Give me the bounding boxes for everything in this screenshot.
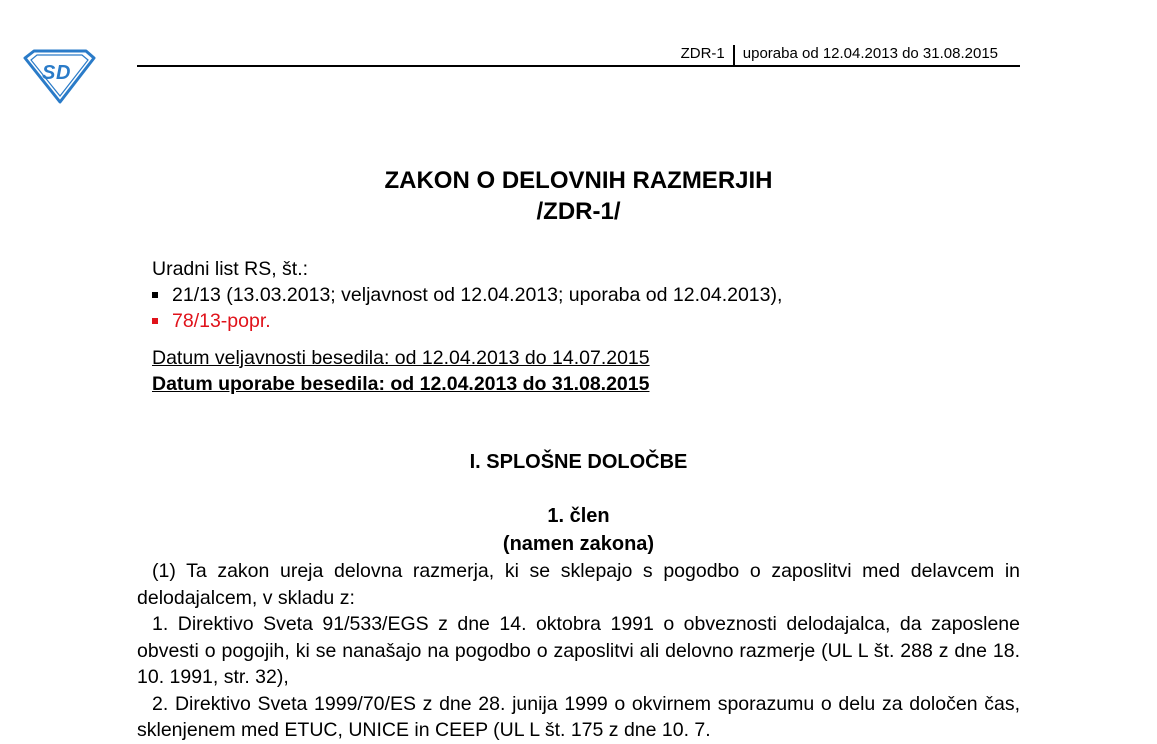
svg-text:S: S: [42, 62, 56, 84]
bullet-square-icon: [152, 318, 158, 324]
law-title: ZAKON O DELOVNIH RAZMERJIH: [384, 167, 773, 194]
gazette-entry-text: 21/13 (13.03.2013; veljavnost od 12.04.2013; uporaba od 12.04.2013),: [172, 284, 783, 306]
usage-date: Datum uporabe besedila: od 12.04.2013 do 31.08.2015: [152, 373, 650, 395]
logo-icon: [22, 48, 96, 104]
article-subtitle: (namen zakona): [502, 533, 655, 555]
header-usage-period: uporaba od 12.04.2013 do 31.08.2015: [742, 45, 998, 62]
gazette-label: Uradni list RS, št.:: [152, 258, 309, 280]
bullet-square-icon: [152, 292, 158, 298]
article-paragraph: (1) Ta zakon ureja delovna razmerja, ki se sklepajo s pogodbo o zaposlitvi med delavcem in delodajalcem, v skladu z:: [137, 560, 1020, 609]
gazette-block: [152, 256, 782, 334]
article-paragraph: 1. Direktivo Sveta 91/533/EGS z dne 14. oktobra 1991 o obveznosti delodajalca, da zaposlene obvesti o pogojih, ki se nanašajo na pogodbo o zaposlitvi ali delovno razmerje (UL L št. 288 z dne 18. 10. 1991, str. 32),: [137, 613, 1020, 688]
svg-text:D: D: [56, 62, 71, 84]
gazette-entry-correction[interactable]: [152, 308, 782, 334]
article-body: [137, 558, 1020, 744]
validity-date: Datum veljavnosti besedila: od 12.04.2013 do 14.07.2015: [152, 347, 650, 369]
header-law-code: ZDR-1: [680, 45, 725, 62]
article-number: 1. člen: [547, 505, 610, 527]
text-dates: [152, 345, 650, 397]
article-paragraph: 2. Direktivo Sveta 1999/70/ES z dne 28. junija 1999 o okvirnem sporazumu o delu za določen čas, sklenjenem med ETUC, UNICE in CEEP (UL L št. 175 z dne 10. 7.: [137, 692, 1020, 741]
section-heading: I. SPLOŠNE DOLOČBE: [469, 451, 688, 473]
gazette-entry: [152, 282, 782, 308]
law-abbreviation: /ZDR-1/: [536, 198, 621, 225]
page-header: [137, 45, 1020, 67]
gazette-entry-text[interactable]: 78/13-popr.: [172, 310, 271, 332]
